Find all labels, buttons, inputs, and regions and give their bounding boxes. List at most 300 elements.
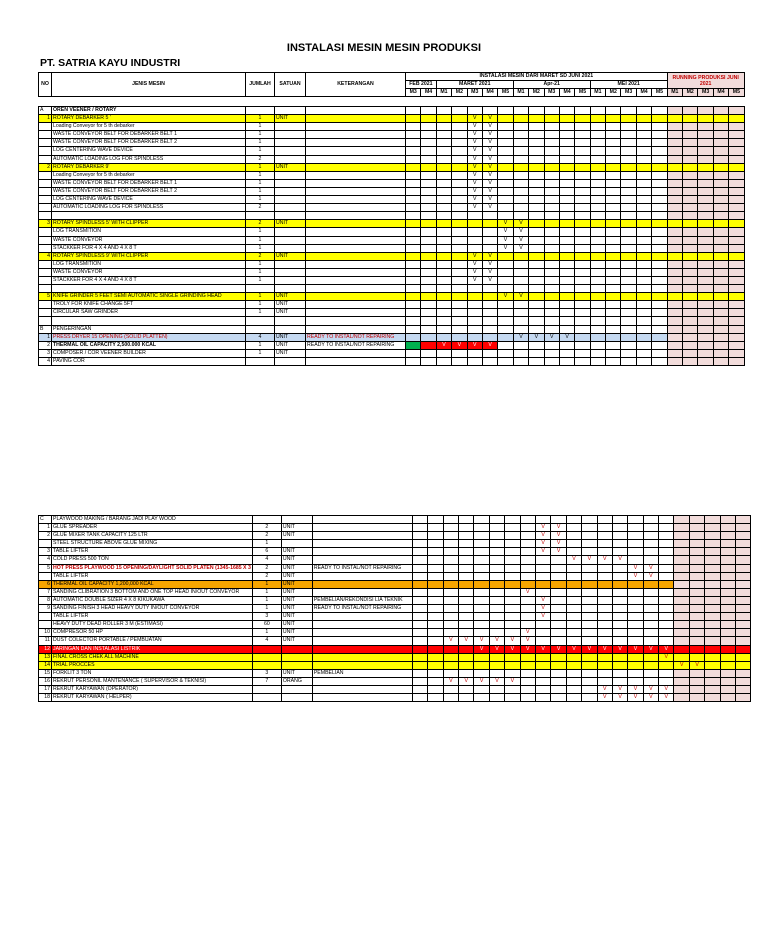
week-cell: [421, 212, 436, 220]
row-qty: 2: [246, 204, 275, 212]
week-cell: [736, 605, 751, 613]
week-cell: [489, 580, 504, 588]
week-cell: [406, 301, 421, 309]
week-cell: [652, 244, 667, 252]
week-cell: [612, 524, 627, 532]
week-cell: V: [505, 645, 520, 653]
row-unit: UNIT: [275, 293, 306, 301]
week-cell: [406, 115, 421, 123]
week-cell: [582, 661, 597, 669]
week-cell: [643, 556, 658, 564]
table-row: [39, 268, 745, 276]
week-cell: [544, 204, 559, 212]
row-unit: [275, 171, 306, 179]
week-cell: [412, 661, 427, 669]
week-cell: [482, 220, 497, 228]
week-cell: [505, 532, 520, 540]
week-cell: [689, 637, 704, 645]
week-cell: [513, 147, 528, 155]
week-cell: [428, 645, 443, 653]
week-cell: [489, 605, 504, 613]
table-row: [39, 309, 745, 317]
week-cell: [459, 532, 474, 540]
week-cell: [698, 252, 713, 260]
week-cell: [683, 179, 698, 187]
row-unit: UNIT: [281, 669, 312, 677]
week-cell: V: [535, 548, 550, 556]
week-cell: [452, 171, 467, 179]
row-unit: UNIT: [281, 580, 312, 588]
week-cell: [551, 677, 566, 685]
row-no: [39, 131, 52, 139]
week-cell: [505, 694, 520, 702]
table-row: [39, 293, 745, 301]
week-cell: [606, 244, 621, 252]
week-cell: [459, 653, 474, 661]
week-cell: [529, 341, 544, 349]
week-cell: [566, 613, 581, 621]
week-cell: [667, 357, 682, 365]
week-cell: [606, 212, 621, 220]
col-satuan: SATUAN: [275, 73, 306, 97]
row-machine-name: [52, 212, 246, 220]
week-cell: [544, 123, 559, 131]
week-cell: [667, 147, 682, 155]
week-cell: [443, 556, 458, 564]
week-cell: [482, 212, 497, 220]
week-cell: [689, 524, 704, 532]
row-note: [312, 524, 412, 532]
week-cell: [575, 187, 590, 195]
week-cell: [559, 268, 574, 276]
week-cell: [729, 325, 744, 333]
week-cell: V: [482, 260, 497, 268]
week-cell: [667, 179, 682, 187]
week-cell: [636, 196, 651, 204]
row-note: [306, 252, 406, 260]
week-cell: [667, 155, 682, 163]
week-cell: [428, 532, 443, 540]
week-cell: [683, 252, 698, 260]
week-header: M4: [713, 89, 728, 97]
week-cell: [597, 516, 612, 524]
table-row: [39, 204, 745, 212]
week-cell: [406, 309, 421, 317]
row-machine-name: AUTOMATIC DOUBLE SIZER 4 X 8 KIKUKAWA: [52, 596, 253, 604]
week-cell: [459, 694, 474, 702]
week-cell: [436, 155, 451, 163]
week-cell: [428, 637, 443, 645]
row-no: 3: [39, 349, 52, 357]
row-note: [312, 685, 412, 693]
week-cell: [729, 228, 744, 236]
week-cell: [544, 341, 559, 349]
week-cell: [683, 123, 698, 131]
week-cell: [436, 349, 451, 357]
week-cell: V: [513, 244, 528, 252]
row-qty: 2: [252, 564, 281, 572]
week-cell: [474, 556, 489, 564]
week-cell: V: [474, 645, 489, 653]
week-cell: [736, 564, 751, 572]
week-cell: [529, 252, 544, 260]
week-cell: [597, 621, 612, 629]
week-cell: [452, 293, 467, 301]
week-cell: V: [659, 645, 674, 653]
row-unit: [281, 540, 312, 548]
week-cell: [529, 196, 544, 204]
week-cell: [729, 236, 744, 244]
week-cell: [436, 325, 451, 333]
row-note: [306, 349, 406, 357]
week-cell: [436, 163, 451, 171]
row-unit: UNIT: [275, 220, 306, 228]
week-cell: [559, 293, 574, 301]
week-cell: [636, 212, 651, 220]
week-cell: [705, 588, 720, 596]
table-row: [39, 187, 745, 195]
row-note: [306, 260, 406, 268]
week-cell: [606, 196, 621, 204]
week-cell: [559, 204, 574, 212]
week-cell: [489, 516, 504, 524]
week-cell: [406, 204, 421, 212]
week-cell: [606, 260, 621, 268]
row-machine-name: REKRUT KARYAWAN ( HELPER): [52, 694, 253, 702]
row-qty: 4: [252, 637, 281, 645]
week-cell: [582, 572, 597, 580]
week-cell: [575, 276, 590, 284]
week-cell: [559, 228, 574, 236]
week-cell: [575, 107, 590, 115]
week-cell: [529, 139, 544, 147]
week-cell: [513, 349, 528, 357]
week-cell: [535, 588, 550, 596]
week-cell: V: [535, 532, 550, 540]
week-cell: [443, 645, 458, 653]
week-cell: V: [597, 645, 612, 653]
week-cell: [520, 613, 535, 621]
week-cell: [689, 613, 704, 621]
week-cell: [412, 572, 427, 580]
week-cell: [606, 293, 621, 301]
col-keterangan: KETERANGAN: [306, 73, 406, 97]
row-unit: [275, 260, 306, 268]
week-cell: [513, 196, 528, 204]
row-qty: [246, 317, 275, 325]
row-no: 10: [39, 629, 52, 637]
week-cell: [636, 349, 651, 357]
row-note: [306, 163, 406, 171]
week-cell: [452, 131, 467, 139]
table-row: [39, 236, 745, 244]
week-cell: V: [467, 204, 482, 212]
week-cell: [513, 260, 528, 268]
week-cell: [643, 661, 658, 669]
week-cell: V: [498, 293, 513, 301]
row-machine-name: ROTARY SPINDLESS 5' WITH CLIPPER: [52, 220, 246, 228]
week-cell: [667, 333, 682, 341]
week-cell: [489, 548, 504, 556]
week-cell: [698, 341, 713, 349]
row-no: [39, 621, 52, 629]
row-machine-name: HEAVY DUTY DEAD ROLLER 3 M (ESTIMASI): [52, 621, 253, 629]
week-cell: [674, 629, 689, 637]
row-qty: [252, 653, 281, 661]
week-cell: [582, 605, 597, 613]
week-cell: [736, 588, 751, 596]
week-cell: [652, 228, 667, 236]
week-cell: V: [467, 139, 482, 147]
week-cell: [498, 341, 513, 349]
week-cell: [674, 637, 689, 645]
week-cell: [705, 572, 720, 580]
week-cell: [698, 212, 713, 220]
week-cell: [566, 548, 581, 556]
week-cell: [674, 572, 689, 580]
row-no: [39, 196, 52, 204]
table-row: [39, 179, 745, 187]
week-cell: [667, 349, 682, 357]
week-cell: [421, 268, 436, 276]
row-qty: [246, 212, 275, 220]
row-note: [312, 621, 412, 629]
week-cell: [482, 107, 497, 115]
week-cell: [421, 333, 436, 341]
week-cell: [505, 596, 520, 604]
week-cell: [606, 163, 621, 171]
week-cell: [621, 357, 636, 365]
row-note: [306, 268, 406, 276]
week-cell: [406, 252, 421, 260]
week-cell: [436, 171, 451, 179]
row-machine-name: THERMAL OIL CAPACITY 1,200,000 KCAL: [52, 580, 253, 588]
week-cell: [544, 115, 559, 123]
week-cell: [597, 677, 612, 685]
week-cell: [428, 516, 443, 524]
week-cell: [513, 212, 528, 220]
week-cell: [689, 694, 704, 702]
week-cell: [467, 228, 482, 236]
week-cell: [590, 228, 605, 236]
week-cell: [729, 285, 744, 293]
week-cell: V: [467, 171, 482, 179]
row-qty: 2: [246, 155, 275, 163]
week-cell: [590, 155, 605, 163]
row-qty: 1: [246, 341, 275, 349]
week-cell: [474, 588, 489, 596]
week-cell: [443, 661, 458, 669]
week-cell: [713, 115, 728, 123]
week-cell: [544, 317, 559, 325]
week-header: M3: [621, 89, 636, 97]
week-cell: [452, 268, 467, 276]
row-no: [39, 212, 52, 220]
week-cell: [698, 220, 713, 228]
week-cell: [559, 349, 574, 357]
week-cell: [698, 268, 713, 276]
week-cell: [436, 301, 451, 309]
week-cell: V: [535, 645, 550, 653]
week-cell: [729, 309, 744, 317]
table-row: [39, 540, 751, 548]
row-qty: 1: [246, 276, 275, 284]
week-cell: [636, 309, 651, 317]
week-cell: [674, 532, 689, 540]
row-no: [39, 139, 52, 147]
week-cell: [443, 572, 458, 580]
week-cell: [513, 301, 528, 309]
week-cell: [459, 588, 474, 596]
week-cell: [452, 252, 467, 260]
week-cell: [705, 524, 720, 532]
week-cell: [590, 357, 605, 365]
week-cell: [636, 317, 651, 325]
week-cell: [720, 605, 735, 613]
week-cell: [489, 572, 504, 580]
week-cell: [559, 163, 574, 171]
week-cell: [559, 179, 574, 187]
week-cell: [459, 548, 474, 556]
week-cell: [489, 653, 504, 661]
row-note: [306, 179, 406, 187]
row-machine-name: WASTE CONVEYOR: [52, 236, 246, 244]
week-cell: V: [689, 661, 704, 669]
week-cell: [436, 357, 451, 365]
week-cell: [729, 155, 744, 163]
schedule-table-section-a-b: [38, 106, 745, 366]
row-machine-name: TABLE LIFTER: [52, 548, 253, 556]
week-cell: [729, 317, 744, 325]
week-cell: [513, 163, 528, 171]
row-machine-name: FINAL CROSS CHEK ALL MACHINE: [52, 653, 253, 661]
week-cell: [667, 220, 682, 228]
week-cell: [698, 147, 713, 155]
week-cell: [698, 131, 713, 139]
week-cell: [636, 252, 651, 260]
week-cell: [452, 260, 467, 268]
week-cell: [436, 293, 451, 301]
week-cell: [498, 252, 513, 260]
week-cell: [689, 605, 704, 613]
table-row: [39, 516, 751, 524]
week-cell: [636, 276, 651, 284]
table-row: [39, 580, 751, 588]
week-cell: [412, 532, 427, 540]
week-cell: [652, 341, 667, 349]
week-cell: [421, 309, 436, 317]
row-unit: UNIT: [275, 333, 306, 341]
week-cell: [582, 669, 597, 677]
week-cell: [406, 147, 421, 155]
row-unit: [275, 139, 306, 147]
week-cell: [643, 669, 658, 677]
week-cell: [406, 349, 421, 357]
week-cell: [443, 621, 458, 629]
week-cell: [720, 540, 735, 548]
week-cell: [590, 179, 605, 187]
week-cell: V: [467, 123, 482, 131]
row-qty: 6: [252, 548, 281, 556]
week-cell: [652, 107, 667, 115]
week-cell: [621, 228, 636, 236]
week-cell: [628, 629, 643, 637]
week-cell: [566, 669, 581, 677]
week-cell: [559, 196, 574, 204]
week-cell: V: [467, 115, 482, 123]
row-qty: 2: [246, 252, 275, 260]
week-cell: V: [459, 637, 474, 645]
week-cell: [590, 325, 605, 333]
week-cell: V: [659, 694, 674, 702]
week-cell: [597, 605, 612, 613]
week-cell: [452, 333, 467, 341]
row-qty: 60: [252, 621, 281, 629]
week-cell: [736, 645, 751, 653]
row-machine-name: LOG CENTERING WAVE DEVICE: [52, 196, 246, 204]
week-cell: [544, 301, 559, 309]
week-cell: [689, 596, 704, 604]
week-cell: [474, 572, 489, 580]
week-cell: V: [520, 588, 535, 596]
week-cell: [544, 228, 559, 236]
row-qty: 2: [252, 532, 281, 540]
week-cell: V: [597, 685, 612, 693]
week-cell: [498, 325, 513, 333]
week-cell: [652, 171, 667, 179]
row-no: [39, 268, 52, 276]
week-cell: [529, 268, 544, 276]
table-row: [39, 694, 751, 702]
week-cell: [652, 220, 667, 228]
week-cell: [489, 669, 504, 677]
week-cell: [659, 605, 674, 613]
week-cell: [544, 179, 559, 187]
row-note: [306, 155, 406, 163]
week-cell: [689, 653, 704, 661]
week-cell: [698, 228, 713, 236]
week-cell: [736, 637, 751, 645]
week-cell: V: [482, 341, 497, 349]
row-note: [306, 325, 406, 333]
week-cell: [659, 564, 674, 572]
row-machine-name: TABLE LIFTER: [52, 572, 253, 580]
week-cell: [659, 613, 674, 621]
week-cell: [406, 107, 421, 115]
week-cell: [652, 187, 667, 195]
week-cell: [467, 357, 482, 365]
week-cell: [436, 252, 451, 260]
week-cell: [705, 694, 720, 702]
week-cell: [636, 131, 651, 139]
table-row: [39, 596, 751, 604]
week-cell: [590, 349, 605, 357]
week-cell: [667, 187, 682, 195]
week-cell: [529, 236, 544, 244]
week-cell: [667, 115, 682, 123]
week-cell: [452, 301, 467, 309]
row-machine-name: KNIFE GRINDER 5 FEET SEMI AUTOMATIC SINGLE GRINDING HEAD: [52, 293, 246, 301]
week-cell: [575, 244, 590, 252]
week-cell: [667, 268, 682, 276]
week-cell: [652, 196, 667, 204]
week-cell: [636, 325, 651, 333]
week-cell: [412, 588, 427, 596]
week-cell: [459, 524, 474, 532]
week-cell: [443, 685, 458, 693]
week-cell: [566, 694, 581, 702]
week-header: M1: [513, 89, 528, 97]
